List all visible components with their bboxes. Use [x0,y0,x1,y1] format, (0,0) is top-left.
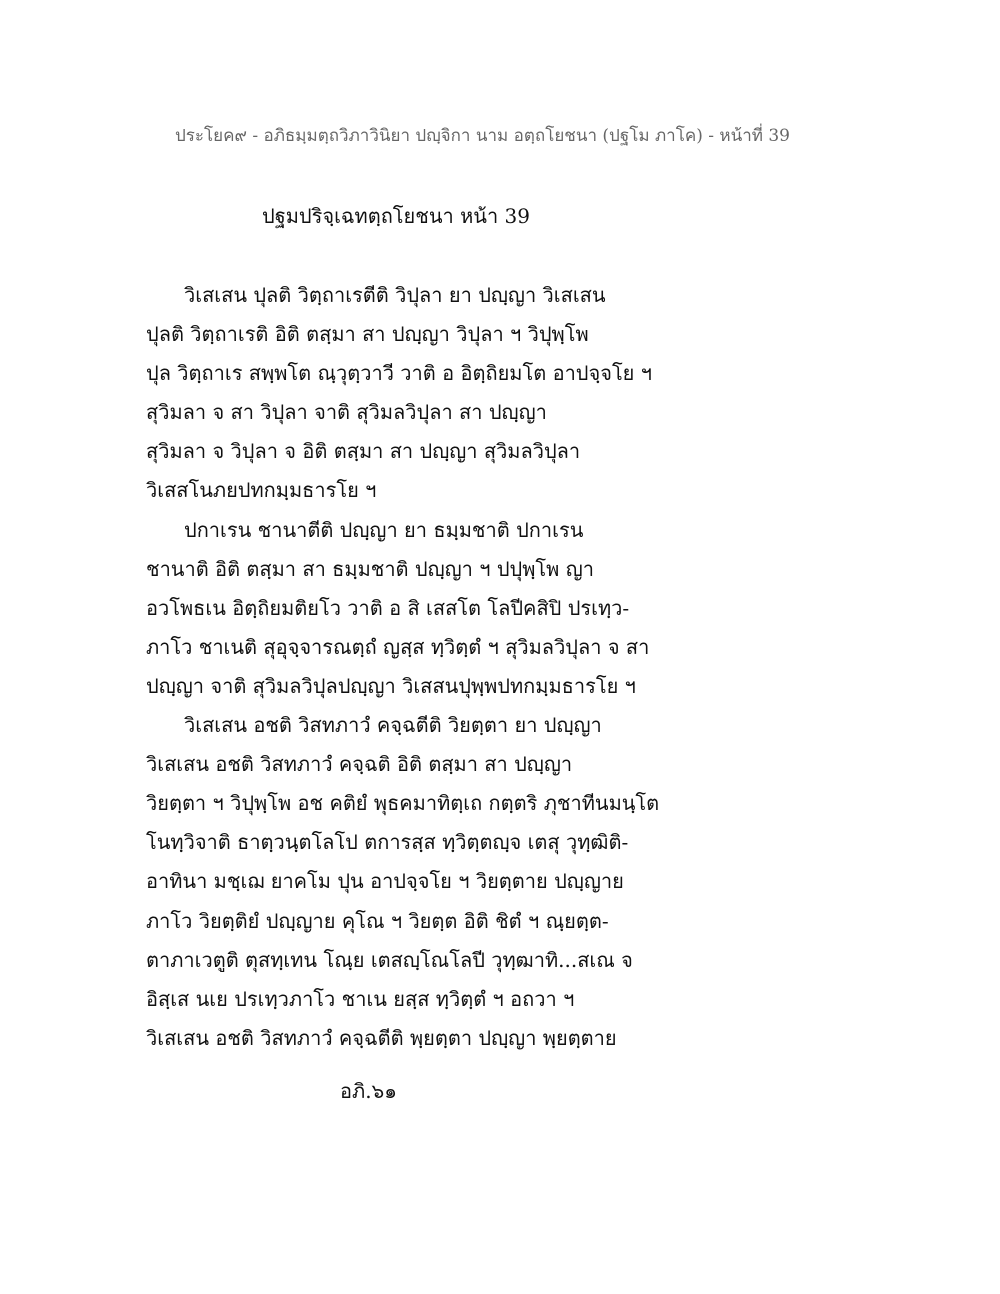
text-line: ปญฺญา จาติ สุวิมลวิปุลปญฺญา วิเสสนปุพฺพปทกมฺมธารโย ฯ [146,673,636,698]
text-line-paragraph-1-start: วิเสเสน ปุลติ วิตฺถาเรตีติ วิปุลา ยา ปญฺญา วิเสเสน [184,283,606,307]
text-line: สุวิมลา จ วิปุลา จ อิติ ตสฺมา สา ปญฺญา สุวิมลวิปุลา [146,439,581,464]
page-reference: อภิ.๖๑ [340,1079,397,1103]
text-line-paragraph-2-start: ปกาเรน ชานาตีติ ปญฺญา ยา ธมฺมชาติ ปกาเรน [184,517,584,542]
text-line: อวโพธเน อิตฺถิยมติยโว วาติ อ สิ เสสโต โลปีคสิปิ ปรเทฺว- [146,595,630,620]
section-title: ปฐมปริจฺเฉทตฺถโยชนา หน้า 39 [262,204,530,228]
text-line: ภาโว วิยตฺติยํ ปญฺญาย คุโณ ฯ วิยตฺต อิติ ชิตํ ฯ ณฺยตฺต- [146,908,609,933]
body-text [146,276,706,1058]
running-header: ประโยค๙ - อภิธมฺมตฺถวิภาวินิยา ปญฺจิกา นาม อตฺถโยชนา (ปฐโม ภาโค) - หน้าที่ 39 [174,126,790,146]
text-line: ชานาติ อิติ ตสฺมา สา ธมฺมชาติ ปญฺญา ฯ ปปุพฺโพ ญา [146,556,594,581]
text-line: วิเสเสน อชติ วิสทภาวํ คจฺฉตีติ พฺยตฺตา ปญฺญา พฺยตฺตาย [146,1025,617,1050]
text-line: ปุลติ วิตฺถาเรติ อิติ ตสฺมา สา ปญฺญา วิปุลา ฯ วิปุพฺโพ [146,322,589,347]
text-line: สุวิมลา จ สา วิปุลา จาติ สุวิมลวิปุลา สา ปญฺญา [146,400,547,425]
text-line: อาทินา มชฺเฌ ยาคโม ปุน อาปจฺจโย ฯ วิยตฺตาย ปญฺญาย [146,869,624,894]
text-line: อิสฺเส นเย ปรเทฺวภาโว ชาเน ยสฺส ทฺวิตฺตํ ฯ อถวา ฯ [146,986,575,1011]
text-line-paragraph-3-start: วิเสเสน อชติ วิสทภาวํ คจฺฉตีติ วิยตฺตา ยา ปญฺญา [184,713,602,738]
text-line: วิเสสโนภยปทกมฺมธารโย ฯ [146,478,377,503]
text-line: ตาภาเวตูติ ตุสทฺเทน โณฺย เตสญฺโณโลปี วุทฺฒาทิ...สเณ จ [146,947,633,972]
text-line: ภาโว ชาเนติ สุอุจฺจารณตฺถํ ญสฺส ทฺวิตฺตํ ฯ สุวิมลวิปุลา จ สา [146,634,650,659]
text-line: โนทฺวิจาติ ธาตฺวนฺตโลโป ตการสฺส ทฺวิตฺตญฺจ เตสุ วุทฺฒิติ- [146,830,629,855]
text-line: ปุล วิตฺถาเร สพฺพโต ณฺวุตฺวาวี วาติ อ อิตฺถิยมโต อาปจฺจโย ฯ [146,361,652,386]
text-line: วิเสเสน อชติ วิสทภาวํ คจฺฉติ อิติ ตสฺมา สา ปญฺญา [146,752,573,777]
text-line: วิยตฺตา ฯ วิปุพฺโพ อช คติยํ พุธคมาทิตฺเถ กตฺตริ ภุชาทีนมนฺโต [146,791,660,816]
